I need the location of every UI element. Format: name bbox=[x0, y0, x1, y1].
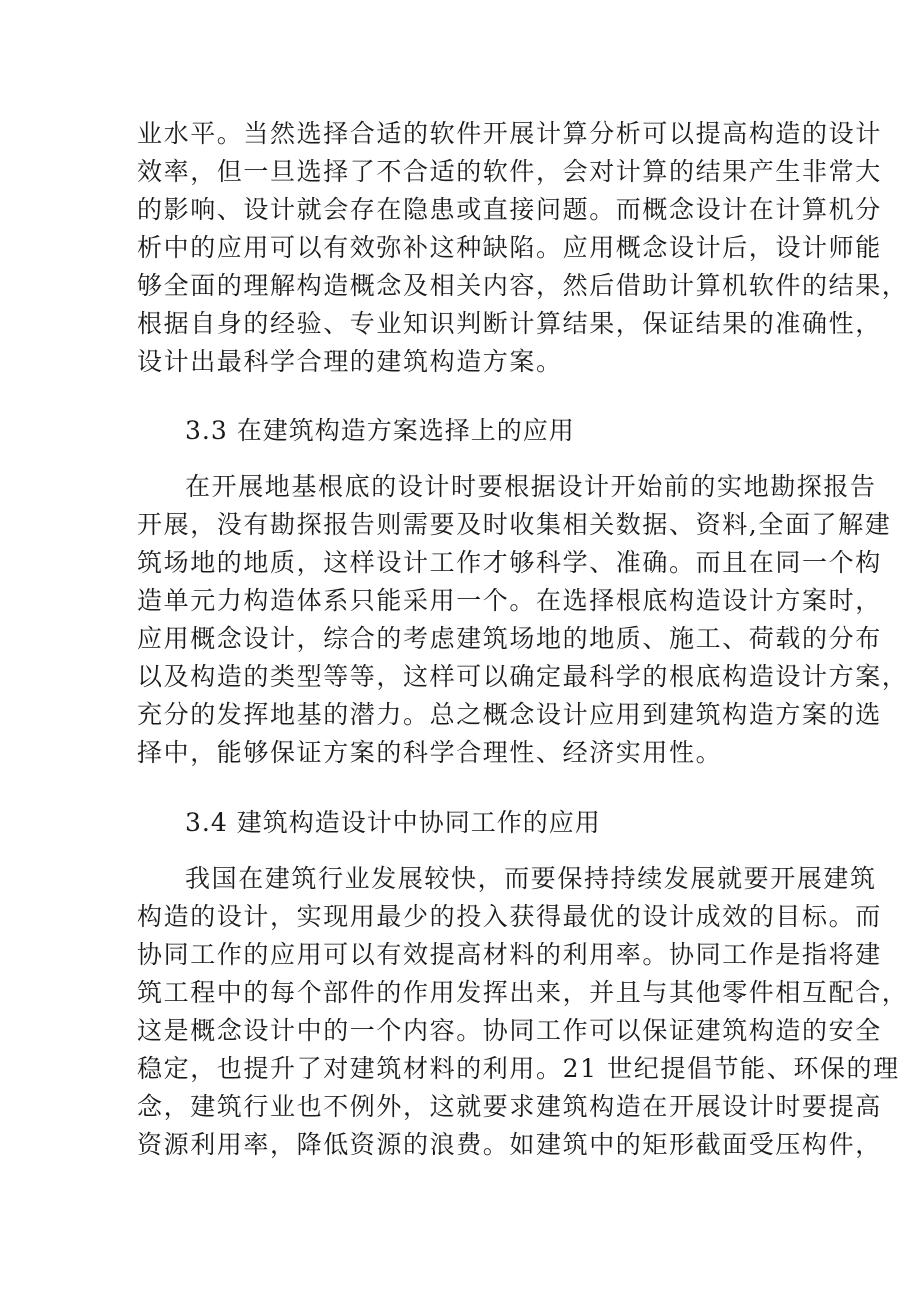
paragraph-3-line: 我国在建筑行业发展较快，而要保持持续发展就要开展建筑 bbox=[185, 864, 877, 893]
paragraph-3-line: 这是概念设计中的一个内容。协同工作可以保证建筑构造的安全 bbox=[137, 1016, 882, 1045]
paragraph-1-line: 的影响、设计就会存在隐患或直接问题。而概念设计在计算机分 bbox=[137, 195, 882, 224]
paragraph-1-line: 根据自身的经验、专业知识判断计算结果，保证结果的准确性， bbox=[137, 309, 882, 338]
paragraph-2-line: 开展，没有勘探报告则需要及时收集相关数据、资料,全面了解建 bbox=[137, 510, 892, 539]
paragraph-2-line: 应用概念设计，综合的考虑建筑场地的地质、施工、荷载的分布 bbox=[137, 624, 882, 653]
paragraph-2-line: 以及构造的类型等等，这样可以确定最科学的根底构造设计方案， bbox=[137, 662, 909, 691]
paragraph-3-line: 协同工作的应用可以有效提高材料的利用率。协同工作是指将建 bbox=[137, 940, 882, 969]
paragraph-1-line: 析中的应用可以有效弥补这种缺陷。应用概念设计后，设计师能 bbox=[137, 233, 882, 262]
section-heading-3-3: 3.3 在建筑构造方案选择上的应用 bbox=[185, 416, 575, 445]
paragraph-1-line: 够全面的理解构造概念及相关内容，然后借助计算机软件的结果， bbox=[137, 271, 909, 300]
paragraph-1-line: 效率，但一旦选择了不合适的软件，会对计算的结果产生非常大 bbox=[137, 157, 882, 186]
paragraph-3-line: 构造的设计，实现用最少的投入获得最优的设计成效的目标。而 bbox=[137, 902, 882, 931]
paragraph-2-line: 在开展地基根底的设计时要根据设计开始前的实地勘探报告 bbox=[185, 472, 877, 501]
paragraph-1-line: 业水平。当然选择合适的软件开展计算分析可以提高构造的设计 bbox=[137, 119, 882, 148]
paragraph-2-line: 造单元力构造体系只能采用一个。在选择根底构造设计方案时， bbox=[137, 586, 882, 615]
paragraph-2-line: 筑场地的地质，这样设计工作才够科学、准确。而且在同一个构 bbox=[137, 548, 882, 577]
paragraph-3-line: 筑工程中的每个部件的作用发挥出来，并且与其他零件相互配合， bbox=[137, 978, 909, 1007]
paragraph-2-line: 充分的发挥地基的潜力。总之概念设计应用到建筑构造方案的选 bbox=[137, 700, 882, 729]
paragraph-1-line: 设计出最科学合理的建筑构造方案。 bbox=[137, 347, 563, 376]
section-heading-3-4: 3.4 建筑构造设计中协同工作的应用 bbox=[185, 808, 601, 837]
paragraph-3-line: 资源利用率，降低资源的浪费。如建筑中的矩形截面受压构件， bbox=[137, 1130, 882, 1159]
paragraph-2-line: 择中，能够保证方案的科学合理性、经济实用性。 bbox=[137, 738, 723, 767]
paragraph-3-line: 稳定，也提升了对建筑材料的利用。21 世纪提倡节能、环保的理 bbox=[137, 1054, 900, 1083]
paragraph-3-line: 念，建筑行业也不例外，这就要求建筑构造在开展设计时要提高 bbox=[137, 1092, 882, 1121]
